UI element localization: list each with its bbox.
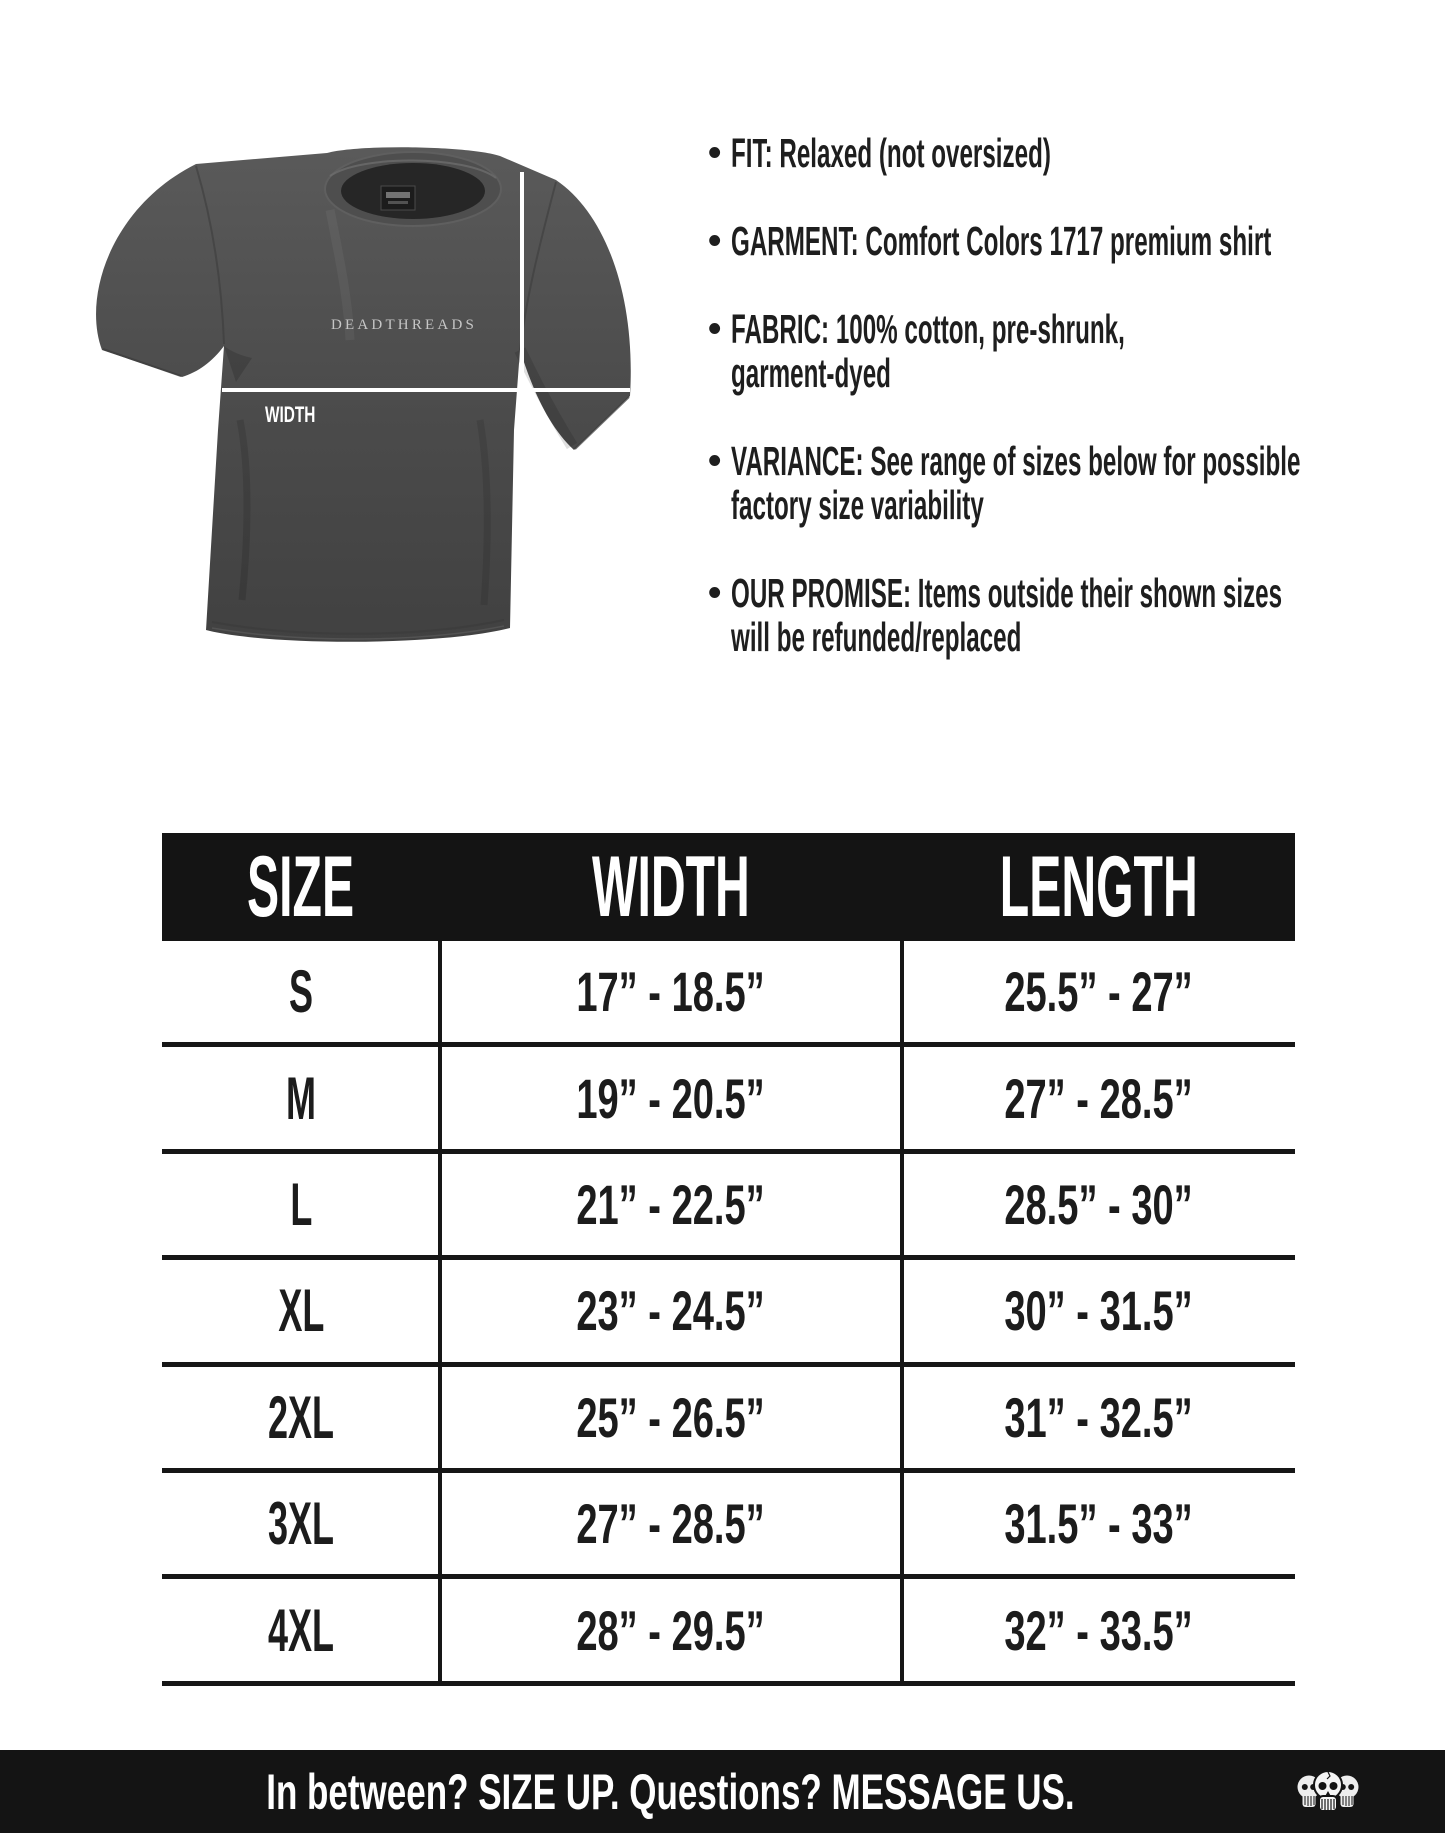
size-cell: XL bbox=[277, 1277, 324, 1345]
size-cell: 2XL bbox=[267, 1383, 335, 1451]
table-row bbox=[162, 1154, 1295, 1260]
list-item-fabric bbox=[708, 307, 1348, 395]
brand-print: DEADTHREADS bbox=[330, 317, 478, 333]
bullet-dot: • bbox=[708, 440, 722, 482]
table-row bbox=[162, 1367, 1295, 1473]
width-cell: 25” - 26.5” bbox=[576, 1385, 766, 1449]
table-row bbox=[162, 1473, 1295, 1579]
size-cell: S bbox=[288, 958, 314, 1026]
bullet-text: FIT: Relaxed (not oversized) bbox=[731, 130, 1051, 176]
size-cell: M bbox=[285, 1064, 316, 1132]
width-cell: 28” - 29.5” bbox=[576, 1598, 766, 1662]
footer-message bbox=[93, 1763, 1353, 1821]
length-cell: 31.5” - 33” bbox=[1004, 1492, 1193, 1556]
width-measure-label: WIDTH bbox=[265, 403, 316, 428]
footer-bar bbox=[0, 1750, 1445, 1833]
column-header-width bbox=[440, 833, 902, 941]
column-header-label: SIZE bbox=[247, 838, 355, 935]
length-cell: 27” - 28.5” bbox=[1004, 1066, 1193, 1130]
list-item-variance bbox=[708, 439, 1348, 527]
skull-center bbox=[1314, 1771, 1342, 1811]
column-divider bbox=[438, 941, 442, 1686]
list-item-fit bbox=[708, 131, 1348, 175]
table-row bbox=[162, 941, 1295, 1047]
size-table bbox=[162, 833, 1295, 1686]
neck-label bbox=[381, 186, 415, 210]
bullet-text: VARIANCE: See range of sizes below for possible bbox=[731, 438, 1301, 484]
bullet-dot: • bbox=[708, 308, 722, 350]
tshirt-photo bbox=[60, 100, 660, 680]
bullet-text: OUR PROMISE: Items outside their shown sizes bbox=[731, 570, 1283, 616]
table-row bbox=[162, 1047, 1295, 1153]
bullet-dot: • bbox=[708, 572, 722, 614]
product-details-list bbox=[708, 131, 1348, 703]
length-cell: 32” - 33.5” bbox=[1004, 1598, 1193, 1662]
list-item-garment bbox=[708, 219, 1348, 263]
size-table-header bbox=[162, 833, 1295, 941]
bullet-dot: • bbox=[708, 220, 722, 262]
width-cell: 27” - 28.5” bbox=[576, 1492, 766, 1556]
triple-skull-icon bbox=[1290, 1765, 1366, 1819]
column-header-size bbox=[162, 833, 440, 941]
length-cell: 28.5” - 30” bbox=[1004, 1172, 1193, 1236]
length-measure-label: LENGTH bbox=[553, 517, 578, 581]
column-header-label: LENGTH bbox=[999, 838, 1198, 935]
column-divider bbox=[900, 941, 904, 1686]
size-cell: 3XL bbox=[267, 1490, 335, 1558]
size-cell: 4XL bbox=[267, 1596, 335, 1664]
length-cell: 25.5” - 27” bbox=[1004, 960, 1193, 1024]
column-header-length bbox=[902, 833, 1295, 941]
bullet-text: GARMENT: Comfort Colors 1717 premium shirt bbox=[731, 218, 1272, 264]
footer-message-text: In between? SIZE UP. Questions? MESSAGE US. bbox=[265, 1763, 1075, 1820]
length-cell: 30” - 31.5” bbox=[1004, 1279, 1193, 1343]
bullet-dot: • bbox=[708, 132, 722, 174]
table-row bbox=[162, 1579, 1295, 1685]
table-row bbox=[162, 1260, 1295, 1366]
list-item-promise bbox=[708, 571, 1348, 659]
width-cell: 23” - 24.5” bbox=[576, 1279, 766, 1343]
width-cell: 17” - 18.5” bbox=[576, 960, 766, 1024]
length-cell: 31” - 32.5” bbox=[1004, 1385, 1193, 1449]
size-cell: L bbox=[290, 1170, 312, 1238]
bullet-text: FABRIC: 100% cotton, pre-shrunk, bbox=[731, 306, 1125, 352]
bullet-text: factory size variability bbox=[731, 482, 984, 528]
bullet-text: garment-dyed bbox=[731, 350, 891, 396]
width-cell: 21” - 22.5” bbox=[576, 1172, 766, 1236]
tshirt-body bbox=[96, 147, 631, 642]
column-header-label: WIDTH bbox=[592, 838, 750, 935]
bullet-text: will be refunded/replaced bbox=[731, 614, 1022, 660]
size-table-body bbox=[162, 941, 1295, 1686]
width-cell: 19” - 20.5” bbox=[576, 1066, 766, 1130]
